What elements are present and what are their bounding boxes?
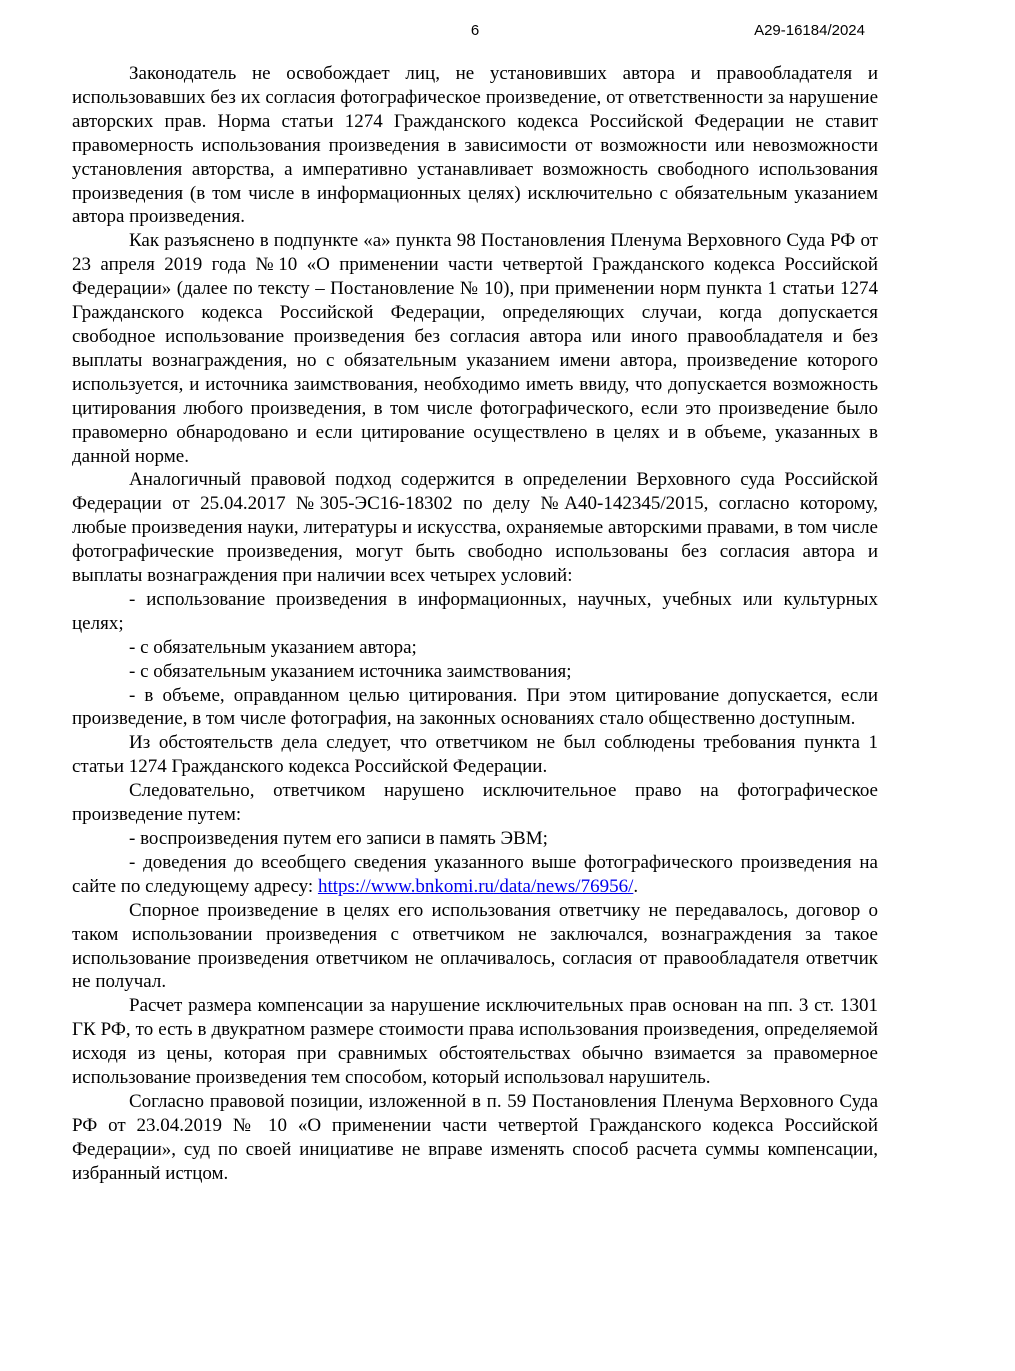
paragraph: - с обязательным указанием источника заимствования; [129,660,572,682]
paragraph: Спорное произведение в целях его использования ответчику не передавалось, договор о таком использовании произведения с ответчиком не заключался, вознаграждения за такое использование произведения ответчиком не оплачивалось, согласия от правообладателя ответчик не получал. [72,899,878,993]
paragraph: Аналогичный правовой подход содержится в определении Верховного суда Российской Федерации от 25.04.2017 №305-ЭС16-18302 по делу №А40-142345/2015, согласно которому, любые произведения науки, литературы и искусства, охраняемые авторскими правами, в том числе фотографические произведения, могут быть свободно использованы без согласия автора и выплаты вознаграждения при наличии всех четырех условий: [72,469,878,587]
bnkomi-link[interactable]: https://www.bnkomi.ru/data/news/76956/ [317,875,634,897]
paragraph: Согласно правовой позиции, изложенной в п. 59 Постановления Пленума Верховного Суда РФ от 23.04.2019 № 10 «О применении части четвертой Гражданского кодекса Российской Федерации», суд по своей инициативе не вправе изменять способ расчета суммы компенсации, избранный истцом. [72,1090,878,1184]
paragraph: - использование произведения в информационных, научных, учебных или культурных целях; [72,588,878,634]
paragraph: Законодатель не освобождает лиц, не установивших автора и правообладателя и использовавших без их согласия фотографическое произведение, от ответственности за нарушение авторских прав. Норма статьи 1274 Гражданского кодекса Российской Федерации не ставит правомерность использования произведения в зависимости от возможности или невозможности установления авторства, а императивно устанавливает возможность свободного использования произведения (в том числе в информационных целях) исключительно с обязательным указанием автора произведения. [72,63,878,228]
paragraph: Как разъяснено в подпункте «а» пункта 98 Постановления Пленума Верховного Суда РФ от 23 апреля 2019 года №10 «О применении части четвертой Гражданского кодекса Российской Федерации» (далее по тексту – Постановление № 10), при применении норм пункта 1 статьи 1274 Гражданского кодекса Российской Федерации, определяющих случаи, когда допускается свободное использование произведения без согласия автора или иного правообладателя и без выплаты вознаграждения, но с обязательным указанием имени автора, произведение которого используется, и источника заимствования, необходимо иметь ввиду, что допускается возможность цитирования любого произведения, в том числе фотографического, если это произведение было правомерно обнародовано и если цитирование осуществлено в целях и в объеме, указанных в данной норме. [72,230,878,467]
case-number: А29-16184/2024 [754,22,865,39]
paragraph: - воспроизведения путем его записи в память ЭВМ; [129,828,548,849]
paragraph: - доведения до всеобщего сведения указанного выше фотографического произведения на сайте по следующему адресу: https://www.bnkomi.ru/data/news/76956/. [72,851,878,897]
page-number: 6 [470,22,480,39]
paragraph: - в объеме, оправданном целью цитирования. При этом цитирование допускается, если произведение, в том числе фотография, на законных основаниях стало общественно доступным. [72,684,878,730]
paragraph: - с обязательным указанием автора; [129,636,417,658]
paragraph: Следовательно, ответчиком нарушено исключительное право на фотографическое произведение путем: [72,780,878,826]
document-body [72,62,878,1186]
paragraph: Из обстоятельств дела следует, что ответчиком не был соблюдены требования пункта 1 статьи 1274 Гражданского кодекса Российской Федерации. [72,732,878,778]
paragraph: Расчет размера компенсации за нарушение исключительных прав основан на пп. 3 ст. 1301 ГК РФ, то есть в двукратном размере стоимости права использования произведения, определяемой исходя из цены, которая при сравнимых обстоятельствах обычно взимается за правомерное использование произведения тем способом, который использовал нарушитель. [72,995,878,1089]
